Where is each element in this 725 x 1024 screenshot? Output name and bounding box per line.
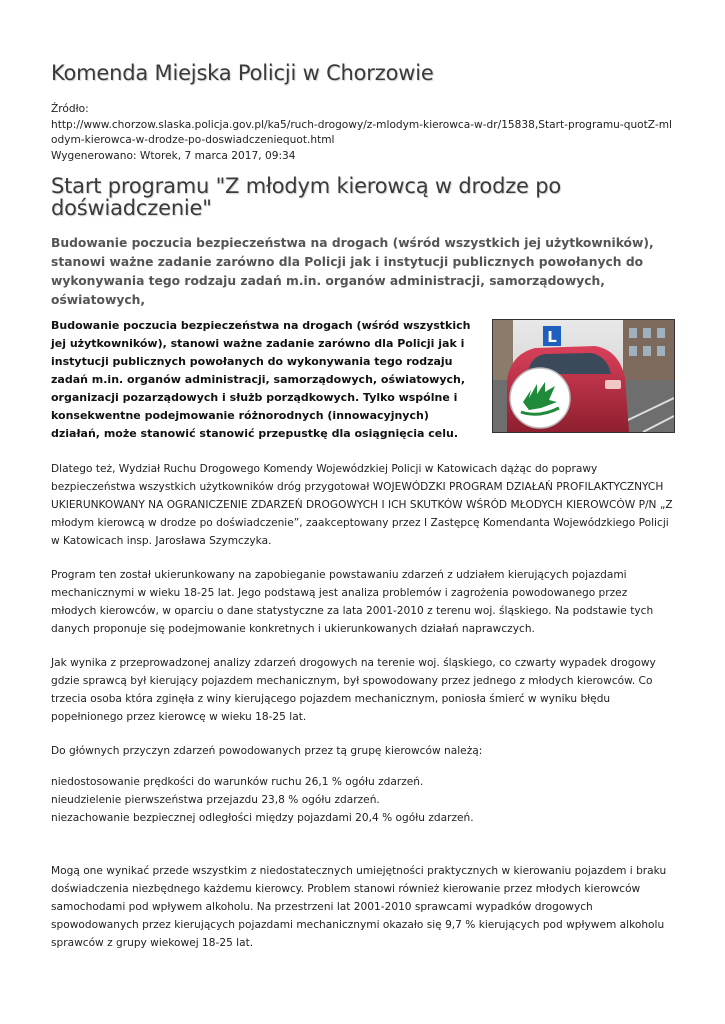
body-paragraph: Program ten został ukierunkowany na zapobieganie powstawaniu zdarzeń z udziałem kierujących pojazdami mechanicznymi w wieku 18-25 lat. Jego podstawą jest analiza problemów i zagrożenia powodowanego przez młodych kierowców, w oparciu o dane statystyczne za lata 2001-2010 z terenu woj. śląskiego. Na podstawie tych danych proponuje się podejmowanie konkretnych i ukierunkowanych działań naprawczych. (51, 569, 654, 635)
document-page (51, 60, 675, 952)
cause-item: niezachowanie bezpiecznej odległości między pojazdami 20,4 % ogółu zdarzeń. (51, 812, 474, 824)
article-lead: Budowanie poczucia bezpieczeństwa na drogach (wśród wszystkich jej użytkowników), stanowi ważne zadanie zarówno dla Policji jak i instytucji publicznych powołanych do wykonywania tego rodzaju zadań m.in. organów administracji, samorządowych, oświatowych, (51, 236, 654, 307)
body-paragraph: Do głównych przyczyn zdarzeń powodowanych przez tą grupę kierowców należą: (51, 745, 483, 757)
document-meta (51, 102, 675, 164)
causes-list (51, 773, 675, 827)
body-paragraph: Dlatego też, Wydział Ruchu Drogowego Komendy Wojewódzkiej Policji w Katowicach dążąc do poprawy bezpieczeństwa wszystkich użytkowników dróg przygotował WOJEWÓDZKI PROGRAM DZIAŁAŃ PROFILAKTYCZNYCH UKIERUNKOWANY NA OGRANICZENIE ZDARZEŃ DROGOWYCH I ICH SKUTKÓW WŚRÓD MŁODYCH KIEROWCÓW P/N „Z młodym kierowcą w drodze po doświadczenie”, zaakceptowany przez I Zastępcę Komendanta Wojewódzkiego Policji w Katowicach insp. Jarosława Szymczyka. (51, 463, 673, 547)
site-title: Komenda Miejska Policji w Chorzowie (51, 61, 434, 85)
cause-item: niedostosowanie prędkości do warunków ruchu 26,1 % ogółu zdarzeń. (51, 776, 424, 788)
article-title: Start programu "Z młodym kierowcą w drodze po doświadczenie" (51, 174, 562, 220)
closing-paragraph: Mogą one wynikać przede wszystkim z niedostatecznych umiejętności praktycznych w kierowaniu pojazdem i braku doświadczenia niezbędnego każdemu kierowcy. Problem stanowi również kierowanie przez młodych kierowców samochodami pod wpływem alkoholu. Na przestrzeni lat 2001-2010 sprawcami wypadków drogowych spowodowanych przez kierujących pojazdami mechanicznymi okazało się 9,7 % kierujących pod wpływem alkoholu sprawców z grupy wiekowej 18-25 lat. (51, 865, 667, 949)
source-url: http://www.chorzow.slaska.policja.gov.pl/ka5/ruch-drogowy/z-mlodym-kierowca-w-dr/15838,Start-programu-quotZ-mlodym-kierowca-w-drodze-po-doswiadczeniequot.html (51, 118, 672, 146)
cause-item: nieudzielenie pierwszeństwa przejazdu 23,8 % ogółu zdarzeń. (51, 794, 380, 806)
generated-date: Wygenerowano: Wtorek, 7 marca 2017, 09:34 (51, 149, 296, 162)
intro-block (51, 317, 675, 443)
article-intro: Budowanie poczucia bezpieczeństwa na drogach (wśród wszystkich jej użytkowników), stanowi ważne zadanie zarówno dla Policji jak i instytucji publicznych powołanych do wykonywania tego rodzaju zadań m.in. organów administracji, samorządowych, oświatowych, organizacji pozarządowych i służb porządkowych. Tylko wspólne i konsekwentne podejmowanie różnorodnych (innowacyjnych) działań, może stanowić stanowić przepustkę dla osiągnięcia celu. (51, 319, 471, 440)
article-body (51, 460, 675, 952)
source-label: Źródło: (51, 103, 89, 115)
body-paragraph: Jak wynika z przeprowadzonej analizy zdarzeń drogowych na terenie woj. śląskiego, co czwarty wypadek drogowy gdzie sprawcą był kierujący pojazdem mechanicznym, był spowodowany przez jednego z młodych kierowców. Co trzecia osoba która zginęła z winy kierującego pojazdem mechanicznym, poniosła śmierć w wyniku błędu popełnionego przez kierowcę w wieku 18-25 lat. (51, 657, 656, 723)
article-photo (492, 319, 675, 433)
learner-sign-text: L (547, 328, 557, 346)
car-photo-illustration (493, 320, 674, 432)
